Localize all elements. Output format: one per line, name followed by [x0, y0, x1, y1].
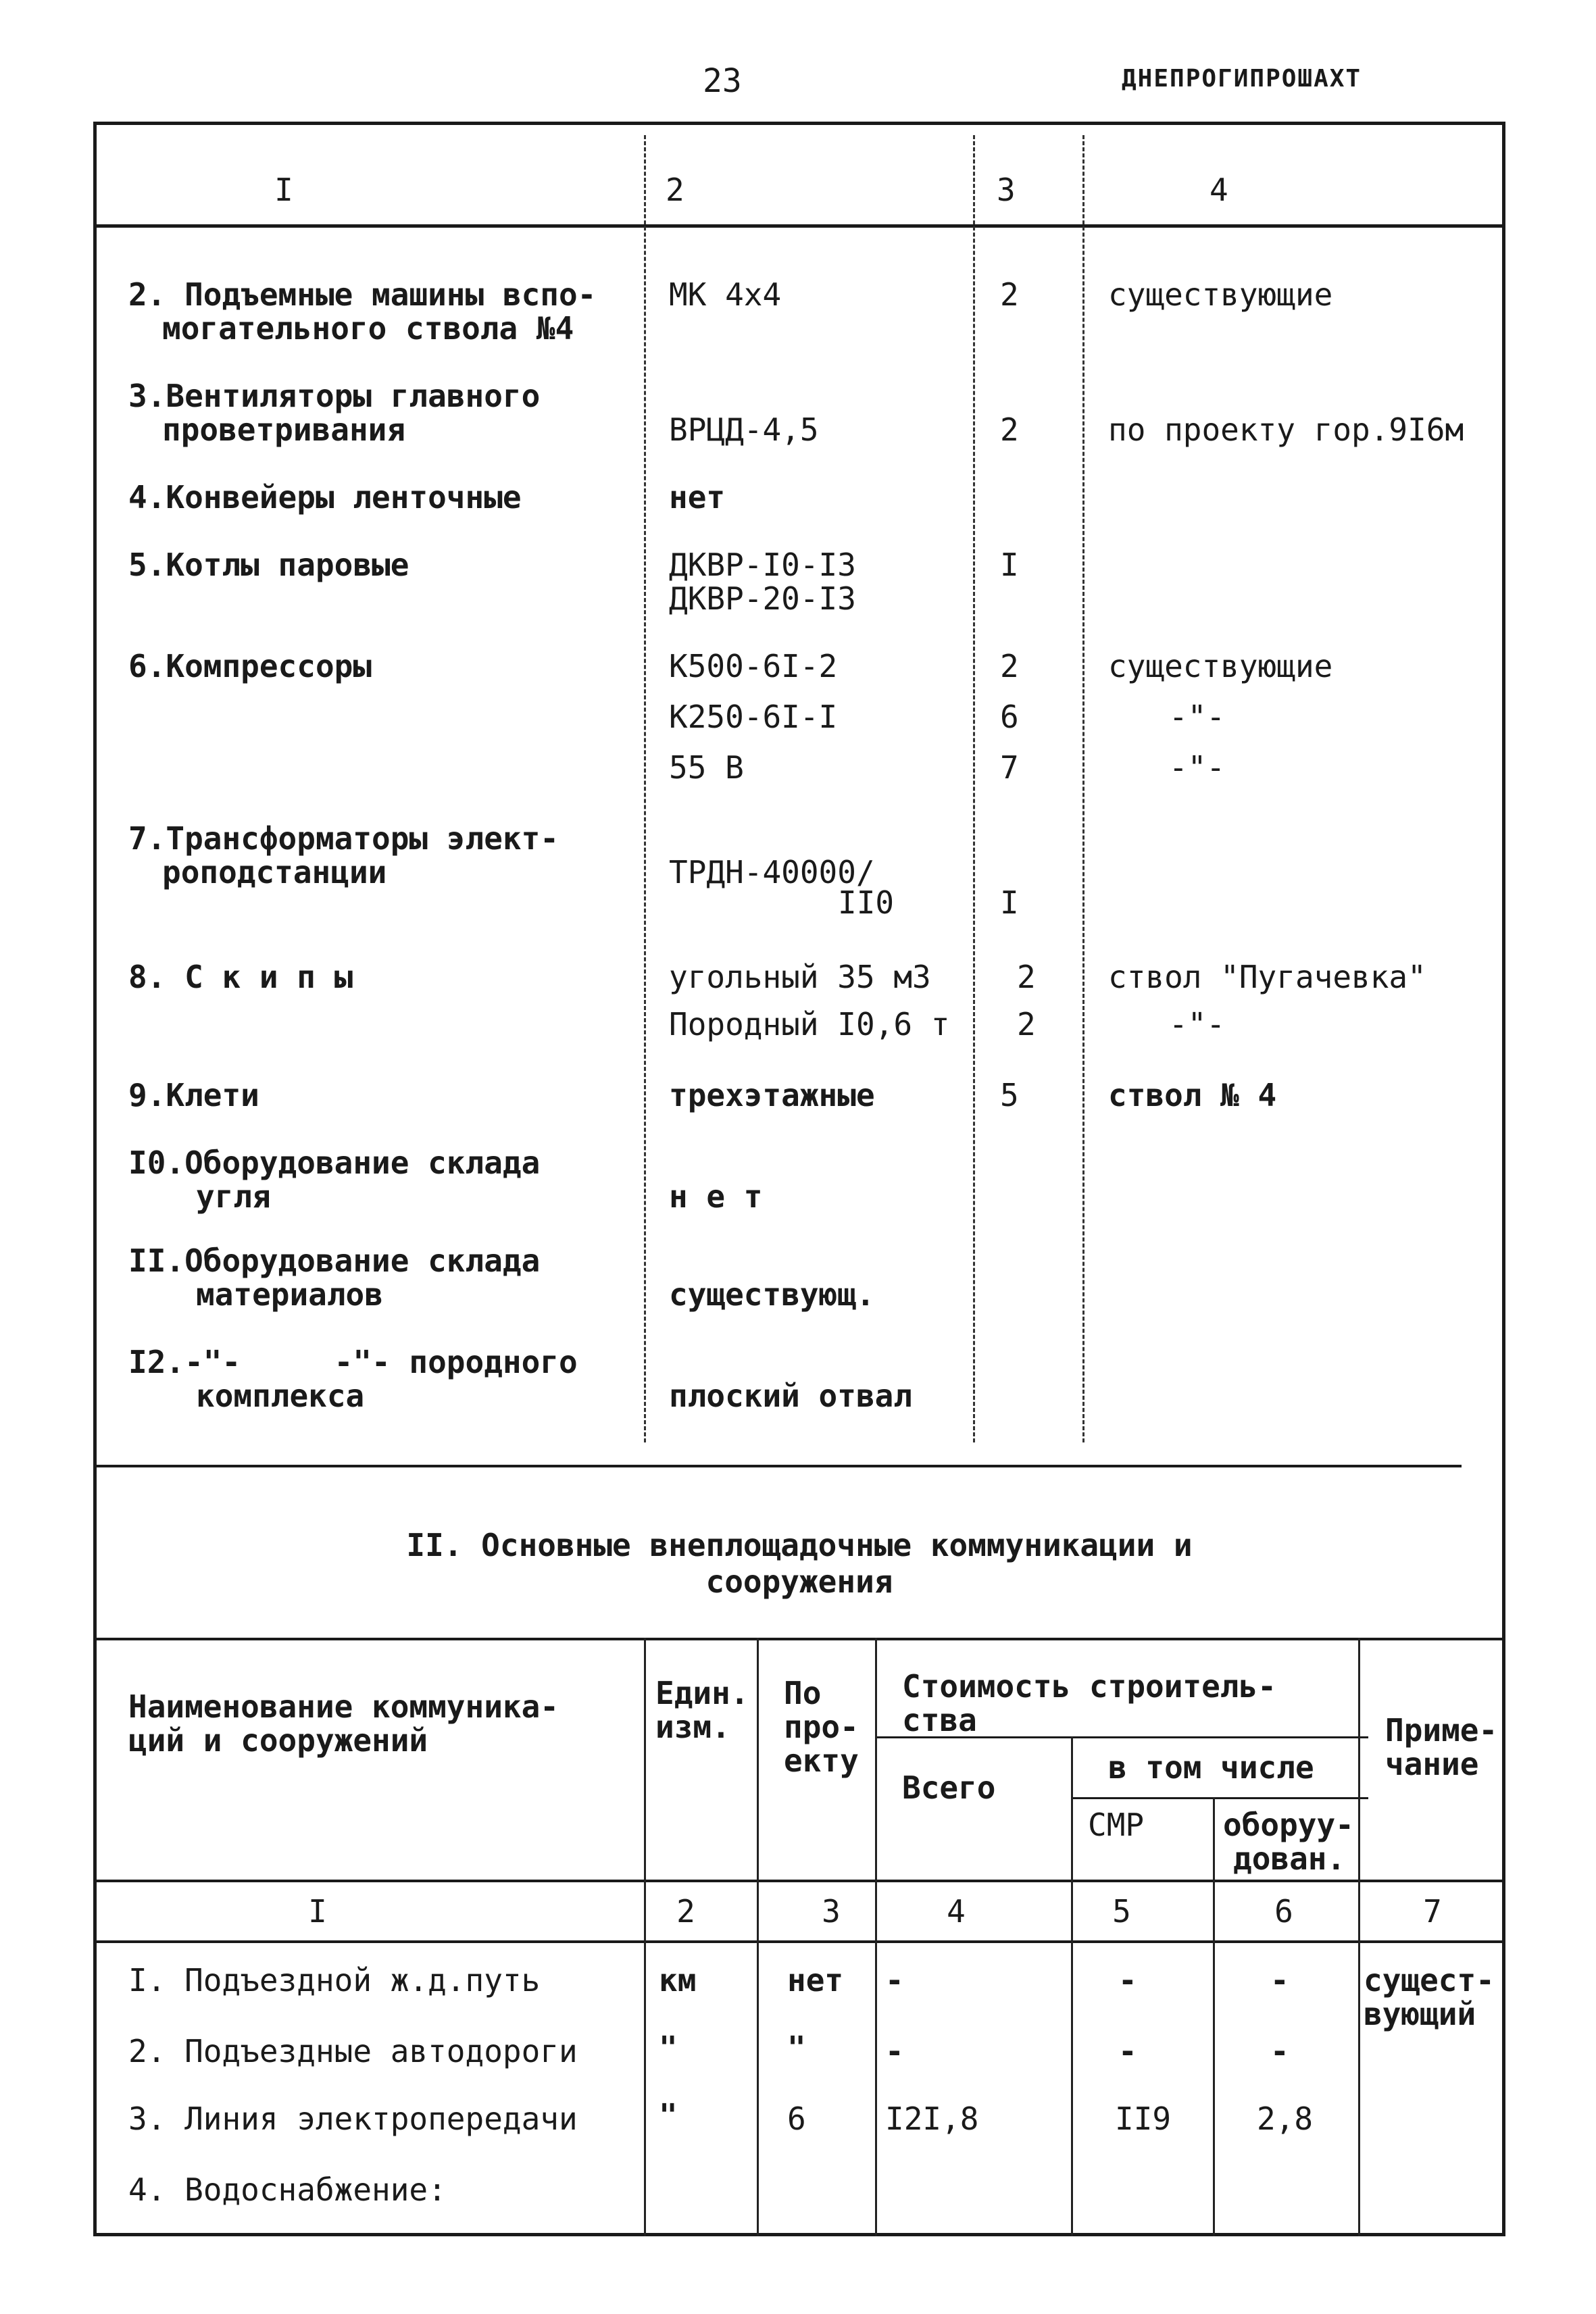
row-name: 7.Трансформаторы элект- — [128, 820, 559, 857]
row-project: 6 — [787, 2101, 806, 2137]
row-type: ВРЦД-4,5 — [669, 411, 819, 448]
col-number: 2 — [666, 172, 684, 208]
row-project: нет — [787, 1962, 844, 1998]
row-equip: - — [1270, 2033, 1289, 2069]
header-cost: Стоимость строитель- — [902, 1668, 1276, 1705]
table2-col-sep — [644, 1638, 646, 2236]
row-name: 4. Водоснабжение: — [128, 2171, 447, 2208]
header-cost: ства — [902, 1702, 977, 1738]
header-project: екту — [784, 1742, 859, 1779]
row-note: существующие — [1108, 648, 1333, 684]
row-smr: II9 — [1115, 2101, 1172, 2137]
row-type: трехэтажные — [669, 1077, 875, 1113]
row-name: роподстанции — [162, 854, 387, 890]
row-type: плоский отвал — [669, 1378, 913, 1414]
row-qty: 2 — [1000, 411, 1019, 448]
table1-col-sep-3 — [1082, 135, 1084, 1442]
row-type: н е т — [669, 1178, 763, 1215]
row-note: -"- — [1169, 749, 1226, 786]
header-equip: оборуу- — [1223, 1807, 1354, 1843]
table1-col-sep-1 — [644, 135, 646, 1442]
header-unit: изм. — [655, 1709, 730, 1745]
header-project: про- — [784, 1709, 859, 1745]
row-qty: 2 — [1017, 959, 1036, 995]
row-name: II.Оборудование склада — [128, 1242, 541, 1279]
header-note: чание — [1385, 1746, 1479, 1782]
table2-top-line — [97, 1638, 1502, 1640]
row-note: -"- — [1169, 699, 1226, 735]
table1-col-sep-2 — [973, 135, 975, 1442]
row-qty: 6 — [1000, 699, 1019, 735]
row-type: К250-6I-I — [669, 699, 838, 735]
row-total: - — [885, 2033, 904, 2069]
table2-header-line — [97, 1880, 1502, 1882]
section-title: II. Основные внеплощадочные коммуникации и — [406, 1527, 1193, 1563]
row-type: 55 В — [669, 749, 744, 786]
table1-bottom-line — [97, 1465, 1462, 1467]
row-name: угля — [196, 1178, 271, 1215]
header-name: Наименование коммуника- — [128, 1688, 559, 1725]
row-smr: - — [1118, 1962, 1137, 1998]
row-name: 9.Клети — [128, 1077, 259, 1113]
row-total: - — [885, 1962, 904, 1998]
table2-col-sep — [1358, 1638, 1360, 2236]
row-type: II0 — [838, 884, 895, 921]
row-name: I. Подъездной ж.д.путь — [128, 1962, 541, 1998]
header-incl: в том числе — [1108, 1749, 1314, 1786]
row-name: 6.Компрессоры — [128, 648, 372, 684]
header-smr: СМР — [1088, 1807, 1145, 1843]
row-type: ТРДН-40000/ — [669, 854, 875, 890]
row-note: сущест- — [1364, 1962, 1495, 1998]
row-note: ствол "Пугачевка" — [1108, 959, 1426, 995]
table2-numbers-line — [97, 1940, 1502, 1943]
row-unit: км — [659, 1962, 697, 1998]
row-type: ДКВР-I0-I3 — [669, 547, 856, 583]
row-qty: 2 — [1017, 1006, 1036, 1042]
table2-col-sep — [1213, 1797, 1215, 2236]
row-type: существующ. — [669, 1276, 875, 1313]
row-note: вующий — [1364, 1996, 1476, 2032]
col-number: 7 — [1423, 1893, 1442, 1930]
header-equip: дован. — [1233, 1840, 1346, 1877]
row-name: 4.Конвейеры ленточные — [128, 479, 522, 515]
row-project: " — [787, 2030, 806, 2066]
col-number: I — [308, 1893, 327, 1930]
page-number: 2З — [703, 62, 742, 100]
col-number: 6 — [1274, 1893, 1293, 1930]
row-equip: - — [1270, 1962, 1289, 1998]
header-project: По — [784, 1675, 822, 1711]
table1-header-line — [97, 224, 1502, 228]
row-qty: 7 — [1000, 749, 1019, 786]
row-unit: " — [659, 2097, 678, 2134]
col-number: 2 — [676, 1893, 695, 1930]
row-qty: 2 — [1000, 648, 1019, 684]
table2-col-sep — [875, 1638, 877, 2236]
col-number: I — [274, 172, 293, 208]
row-name: 5.Котлы паровые — [128, 547, 409, 583]
header-unit: Един. — [655, 1675, 749, 1711]
row-name: комплекса — [196, 1378, 365, 1414]
row-name: 2. Подъездные автодороги — [128, 2033, 578, 2069]
header-note: Приме- — [1385, 1712, 1498, 1749]
row-note: -"- — [1169, 1006, 1226, 1042]
section-title: сооружения — [705, 1563, 893, 1600]
row-type: Породный I0,6 т — [669, 1006, 950, 1042]
row-smr: - — [1118, 2033, 1137, 2069]
row-name: материалов — [196, 1276, 383, 1313]
row-type: ДКВР-20-I3 — [669, 580, 856, 617]
incl-subheader-line — [1071, 1797, 1368, 1799]
row-note: существующие — [1108, 276, 1333, 313]
row-name: 3. Линия электропередачи — [128, 2101, 578, 2137]
col-number: 3 — [822, 1893, 841, 1930]
row-note: ствол № 4 — [1108, 1077, 1277, 1113]
row-type: К500-6I-2 — [669, 648, 838, 684]
row-qty: 2 — [1000, 276, 1019, 313]
row-type: угольный 35 м3 — [669, 959, 931, 995]
row-name: могательного ствола №4 — [162, 310, 574, 347]
row-name: I2.-"- -"- породного — [128, 1344, 578, 1380]
organization-stamp: ДНЕПРОГИПРОШАХТ — [1122, 65, 1362, 93]
row-qty: I — [1000, 884, 1019, 921]
row-name: 2. Подъемные машины вспо- — [128, 276, 597, 313]
row-name: I0.Оборудование склада — [128, 1145, 541, 1181]
row-note: по проекту гор.9I6м — [1108, 411, 1464, 448]
row-equip: 2,8 — [1257, 2101, 1314, 2137]
row-total: I2I,8 — [885, 2101, 979, 2137]
row-type: МК 4х4 — [669, 276, 782, 313]
col-number: 4 — [1210, 172, 1228, 208]
row-unit: " — [659, 2030, 678, 2066]
header-name: ций и сооружений — [128, 1722, 428, 1759]
row-name: проветривания — [162, 411, 406, 448]
row-qty: I — [1000, 547, 1019, 583]
col-number: 3 — [997, 172, 1016, 208]
table2-col-sep — [757, 1638, 759, 2236]
row-qty: 5 — [1000, 1077, 1019, 1113]
row-type: нет — [669, 479, 726, 515]
col-number: 4 — [947, 1893, 966, 1930]
header-total: Всего — [902, 1769, 996, 1806]
col-number: 5 — [1112, 1893, 1131, 1930]
row-name: 8. С к и п ы — [128, 959, 353, 995]
table2-col-sep — [1071, 1736, 1073, 2236]
row-name: 3.Вентиляторы главного — [128, 378, 541, 414]
